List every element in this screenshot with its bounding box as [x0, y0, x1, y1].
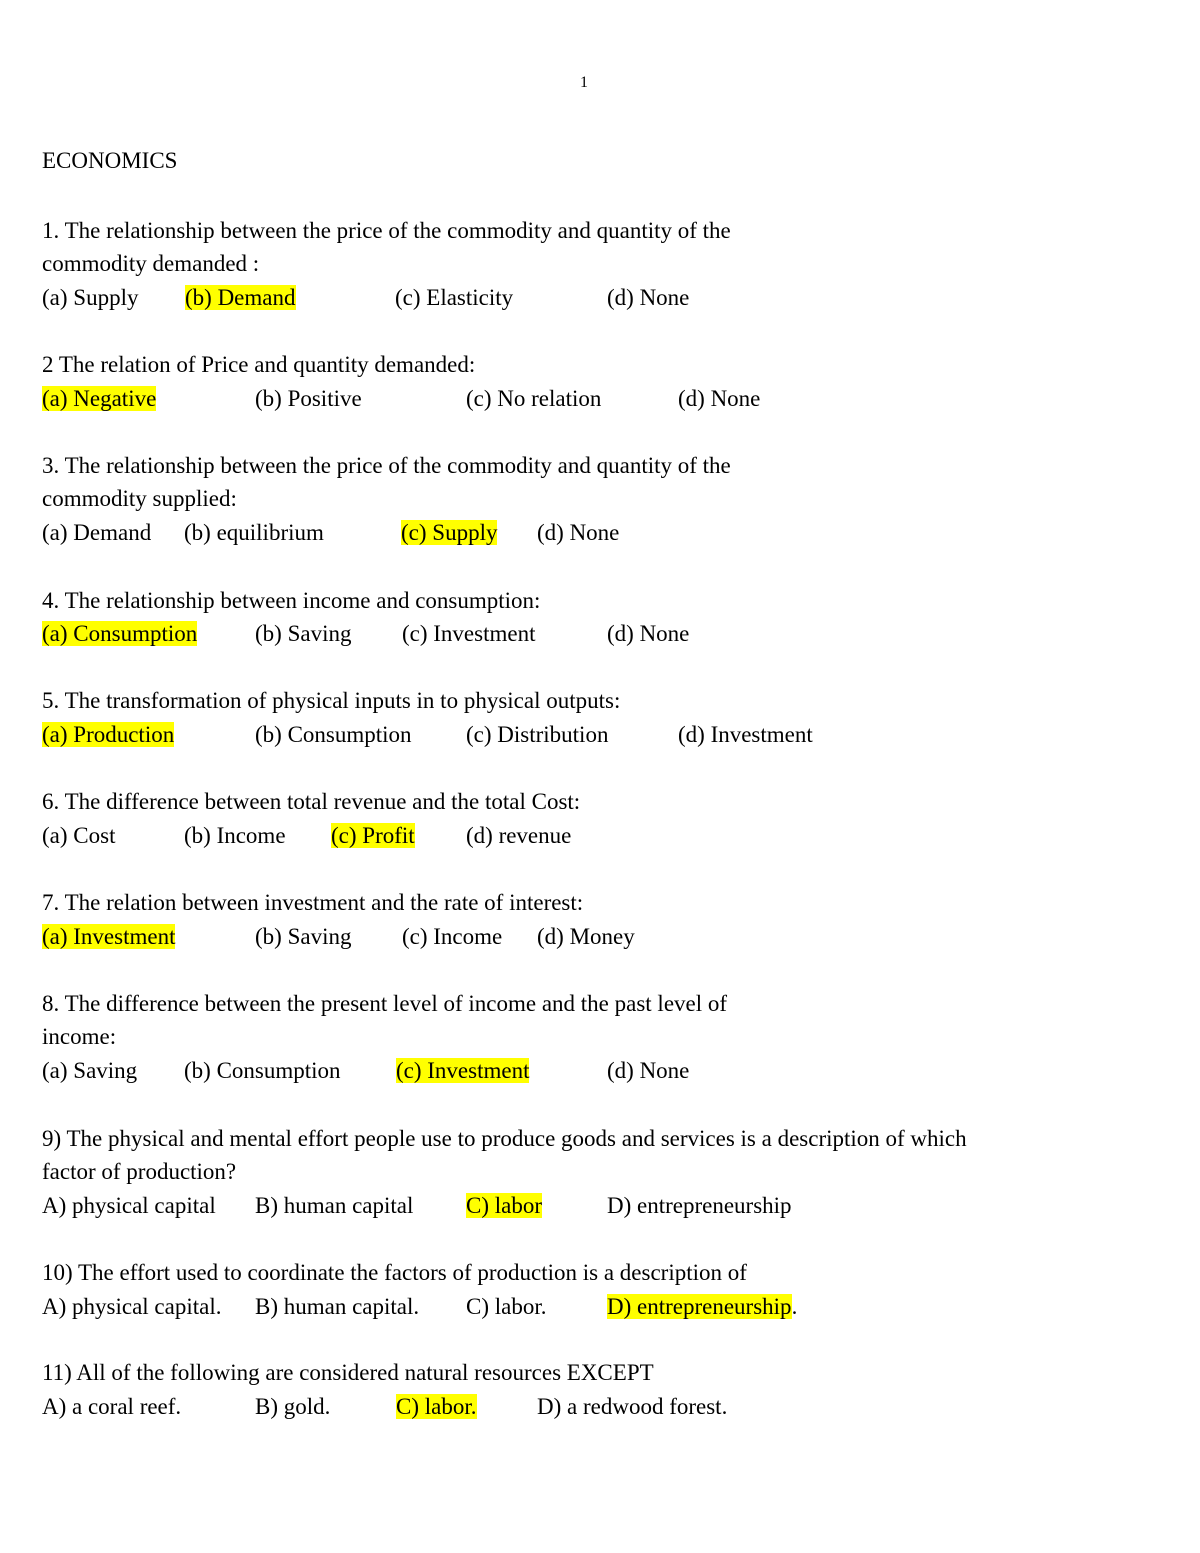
question-3-text: 3. The relationship between the price of the commodity and quantity of the [42, 453, 731, 478]
question-8-option [607, 1057, 689, 1085]
option-text: (a) Saving [42, 1058, 138, 1083]
question-6-text: 6. The difference between total revenue and the total Cost: [42, 789, 581, 814]
question-3-option [537, 519, 619, 547]
question-8-answer-highlighted [396, 1057, 529, 1085]
question-4-text: 4. The relationship between income and consumption: [42, 588, 541, 613]
option-text: (d) None [678, 386, 761, 411]
question-9-option [42, 1192, 216, 1220]
option-text: B) gold. [255, 1394, 331, 1419]
option-text: (d) None [607, 1058, 690, 1083]
question-11-text: 11) All of the following are considered natural resources EXCEPT [42, 1360, 654, 1385]
question-9-answer-highlighted [466, 1192, 542, 1220]
question-3-answer-highlighted [401, 519, 497, 547]
question-5-option [678, 721, 813, 749]
option-text: D) entrepreneurship [607, 1193, 792, 1218]
question-5-text: 5. The transformation of physical inputs in to physical outputs: [42, 688, 621, 713]
option-text: B) human capital. [255, 1294, 420, 1319]
option-text: (b) Consumption [255, 722, 412, 747]
question-5-answer-highlighted [42, 721, 174, 749]
option-text: (d) Money [537, 924, 635, 949]
question-8-option [184, 1057, 341, 1085]
question-1-answer-highlighted [185, 284, 296, 312]
highlighted-answer-text: (c) Supply [401, 520, 498, 545]
question-1-option [395, 284, 513, 312]
question-6-answer-highlighted [331, 822, 415, 850]
option-text: (d) None [607, 621, 690, 646]
option-text: (b) Income [184, 823, 286, 848]
question-10-option [255, 1293, 419, 1321]
question-10-answer-highlighted [607, 1293, 797, 1321]
option-text: B) human capital [255, 1193, 414, 1218]
option-text: (d) None [607, 285, 690, 310]
question-6-option [466, 822, 571, 850]
highlighted-answer-text: (c) Profit [331, 823, 415, 848]
question-6-option [42, 822, 115, 850]
question-7-option [537, 923, 635, 951]
question-1-option [607, 284, 689, 312]
highlighted-answer-text: (a) Negative [42, 386, 157, 411]
question-10-option [466, 1293, 547, 1321]
question-9-option [607, 1192, 792, 1220]
question-5-option [255, 721, 412, 749]
question-11-answer-highlighted [396, 1393, 477, 1421]
question-9-text: 9) The physical and mental effort people use to produce goods and services is a description of which [42, 1126, 967, 1151]
question-3-option [42, 519, 151, 547]
question-10-option [42, 1293, 221, 1321]
question-7-option [255, 923, 351, 951]
option-text: (c) Distribution [466, 722, 609, 747]
option-text: (d) revenue [466, 823, 572, 848]
option-text: (b) Saving [255, 621, 352, 646]
option-text: (d) None [537, 520, 620, 545]
question-11-option [42, 1393, 181, 1421]
highlighted-answer-text: C) labor. [396, 1394, 477, 1419]
question-6-option [184, 822, 286, 850]
question-2-option [678, 385, 760, 413]
highlighted-answer-text: (a) Production [42, 722, 175, 747]
question-1-text: commodity demanded : [42, 251, 260, 276]
question-9-text: factor of production? [42, 1159, 237, 1184]
option-text: (c) Investment [402, 621, 536, 646]
highlighted-answer-text: (b) Demand [185, 285, 296, 310]
option-text: (b) Saving [255, 924, 352, 949]
option-text: A) a coral reef. [42, 1394, 182, 1419]
option-text: (b) Consumption [184, 1058, 341, 1083]
question-5-option [466, 721, 608, 749]
highlighted-answer-text: (a) Consumption [42, 621, 198, 646]
question-4-option [402, 620, 535, 648]
question-3-text: commodity supplied: [42, 486, 237, 511]
option-text: (c) Elasticity [395, 285, 514, 310]
document-title: ECONOMICS [42, 148, 178, 173]
option-text: D) a redwood forest. [537, 1394, 728, 1419]
highlighted-answer-text: (a) Investment [42, 924, 176, 949]
question-8-option [42, 1057, 137, 1085]
question-3-option [184, 519, 324, 547]
question-4-option [607, 620, 689, 648]
option-text: (c) Income [402, 924, 503, 949]
option-text: (a) Cost [42, 823, 116, 848]
option-text: (c) No relation [466, 386, 602, 411]
option-text: C) labor. [466, 1294, 547, 1319]
option-text: (d) Investment [678, 722, 813, 747]
question-11-option [255, 1393, 330, 1421]
option-text: A) physical capital. [42, 1294, 222, 1319]
question-4-option [255, 620, 351, 648]
option-text: A) physical capital [42, 1193, 216, 1218]
option-text: (a) Demand [42, 520, 152, 545]
question-7-text: 7. The relation between investment and the rate of interest: [42, 890, 584, 915]
question-2-option [466, 385, 601, 413]
question-1-text: 1. The relationship between the price of the commodity and quantity of the [42, 218, 731, 243]
question-2-option [255, 385, 362, 413]
highlighted-answer-text: C) labor [466, 1193, 543, 1218]
option-text: (b) equilibrium [184, 520, 324, 545]
question-10-text: 10) The effort used to coordinate the factors of production is a description of [42, 1260, 747, 1285]
question-2-text: 2 The relation of Price and quantity demanded: [42, 352, 476, 377]
question-9-option [255, 1192, 413, 1220]
highlighted-answer-text: (c) Investment [396, 1058, 530, 1083]
question-8-text: income: [42, 1024, 117, 1049]
question-1-option [42, 284, 138, 312]
question-2-answer-highlighted [42, 385, 156, 413]
question-8-text: 8. The difference between the present level of income and the past level of [42, 991, 728, 1016]
highlighted-answer-text: D) entrepreneurship [607, 1294, 792, 1319]
page-number: 1 [580, 74, 588, 91]
question-7-option [402, 923, 502, 951]
option-text: (a) Supply [42, 285, 139, 310]
question-7-answer-highlighted [42, 923, 175, 951]
trailing-punctuation: . [791, 1294, 798, 1319]
question-11-option [537, 1393, 727, 1421]
option-text: (b) Positive [255, 386, 362, 411]
question-4-answer-highlighted [42, 620, 197, 648]
